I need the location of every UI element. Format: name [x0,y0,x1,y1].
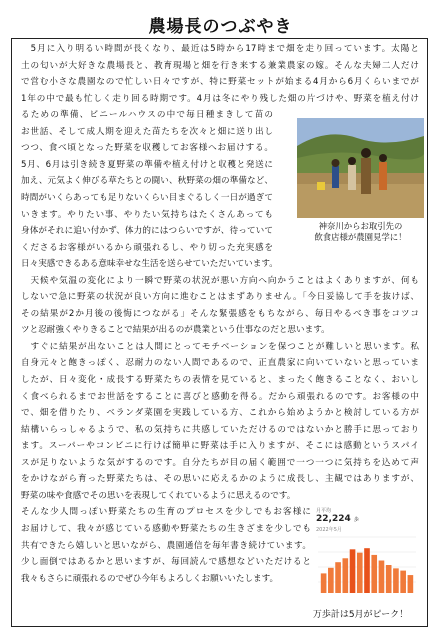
steps-bar [357,553,363,593]
steps-value: 22,224 [316,514,351,524]
body-text-line: いきます。やりたい事、やりたい気持ちはたくさんあっても [21,209,273,220]
photo-caption-line: 神奈川からお取引先の [318,221,403,231]
page-title: 農場長のつぶやき [148,17,293,37]
steps-bar [364,548,370,593]
photo-caption [297,221,424,243]
body-text-line: 加え、元気よく伸びる草たちとの闘い、秋野菜の畑の準備など、 [21,176,273,187]
steps-unit: 歩 [353,517,359,523]
step-counter-widget [312,505,422,601]
photo-caption-line: 飲食店様が農園見学に！ [314,232,407,242]
steps-bar [328,568,334,593]
body-text-line: 土の匂いが大好きな農場長と、教育現場と畑を行き来する兼業農家の嫁。そんな夫婦二人だけ [21,60,419,71]
body-text-line: お世話、そして成人期を迎えた苗たちを次々と畑に送り出し [21,126,273,137]
body-text-line: く食べられるまでお世話をすることに喜びと感動を得る。だから頑張れるのです。お客様の中 [21,391,419,402]
body-text-line: 時間がいくらあっても足りないくらい目まぐるしく一日が過ぎて [21,192,273,203]
body-text-line: スが足りないような気がするのです。自分たちが目の届く範囲で一つ一つに気持ちを込めて声 [21,457,419,468]
farm-visit-photo [297,118,424,218]
body-text-line: お届けして、我々が感じている感動や野菜たちの生きざまを少しでも [21,523,311,534]
body-text-line: しないで急に野菜の状況が良い方向に進むことはまずありません。「今日妥協して手を抜けば、 [21,292,419,303]
body-text-line: くださるお客様がいるから頑張れるし、やり切った充実感を [21,242,273,253]
body-text-line: したが、日々変化・成長する野菜たちの表情を見ていると、まったく飽きることなく、おいし [21,375,419,385]
steps-bar [335,562,341,593]
body-text-line: で、畑を借りたり、ベランダ菜園を実践している方、これから始めようかと検討している方が [21,408,419,419]
body-text-line: その結果が2か月後の後悔につながる」そんな緊張感をもちながら、毎日やるべき事をコツコ [21,308,419,319]
body-text-line: そんな少人間っぽい野菜たちの生育のプロセスを少しでもお客様に [21,507,311,518]
steps-bar [386,565,392,593]
body-text-line: 天候や気温の変化により一瞬で野菜の状況が悪い方向へ向かうことはよくありますが、何も [21,275,419,286]
steps-bar [321,573,327,593]
body-text-line: 野菜の味や食感でその思いを表現してくれているように思えるのです。 [21,490,296,501]
body-text-line: 5月、6月は引き続き夏野菜の準備や植え付けと収穫と発送に [21,159,273,170]
body-text-line: 我々もさらに頑張れるのでぜひ今年もよろしくお願いいたします。 [21,573,279,584]
body-text-line: 1年の中で最も忙しく走り回る時期です。4月は冬にやり残した畑の片づけや、野菜を植え付け [21,93,419,104]
body-text-line: 身体がそれに追い付かず、体力的にはつらいですが、待っていて [21,226,273,237]
steps-bar [400,571,406,593]
steps-bar [379,561,385,593]
body-text-line: で営む小さな農園なので忙しい日々ですが、特に野菜セットが始まる4月から6月くらいまでが [21,77,419,88]
body-text-line: つつ、食べ頃となった野菜を収穫してお客様へお届けする。 [21,143,273,154]
steps-bar [350,549,356,593]
body-text-line: 日々実感できるある意味幸せな生活を送らせていただいています。 [21,259,278,270]
steps-label: 月平均 [316,508,332,514]
steps-bar [408,575,414,593]
body-text-line: ます。スーパーやコンビニに行けば簡単に野菜は手に入りますが、そこには感動というスパイ [21,441,419,452]
steps-bar [342,558,348,593]
body-text-line: 5月に入り明るい時間が長くなり、最近は5時から17時まで畑を走り回っています。太陽と [21,44,419,54]
steps-caption: 万歩計は5月がピーク！ [312,610,409,620]
body-text-line: 少し面倒ではあるかと思いますが、毎回読んで感想などいただけると [21,557,311,568]
body-text-line: ツと忍耐強くやりきることで結果が出るのが農業という仕事なのだと思います。 [21,325,330,336]
body-text-line: るための準備、ビニールハウスの中で毎日種まきして苗の [21,110,273,121]
body-text-line: すぐに結果が出ないことは人間にとってモチベーションを保つことが難しいと思います。私 [21,341,419,352]
steps-period: 2022年5月 [316,527,342,533]
steps-bar [371,555,377,593]
body-text-line: 自身元々と飽きっぽく、忍耐力のない人間であるので、正直農家に向いていないと思っていま [21,358,419,369]
body-text-line: 結構いらっしゃるようで、私の気持ちに共感していただけるのではないかと勝手に思っており [21,424,419,435]
steps-bar-chart [312,531,422,601]
body-text-line: をかけながら育った野菜たちは、その思いに応えるかのように成長し、主観ではありますが、 [21,474,419,485]
steps-bar [393,568,399,593]
body-text-line: 共有できたら嬉しいと思いながら、農園通信を毎年書き続けています。 [21,540,311,551]
